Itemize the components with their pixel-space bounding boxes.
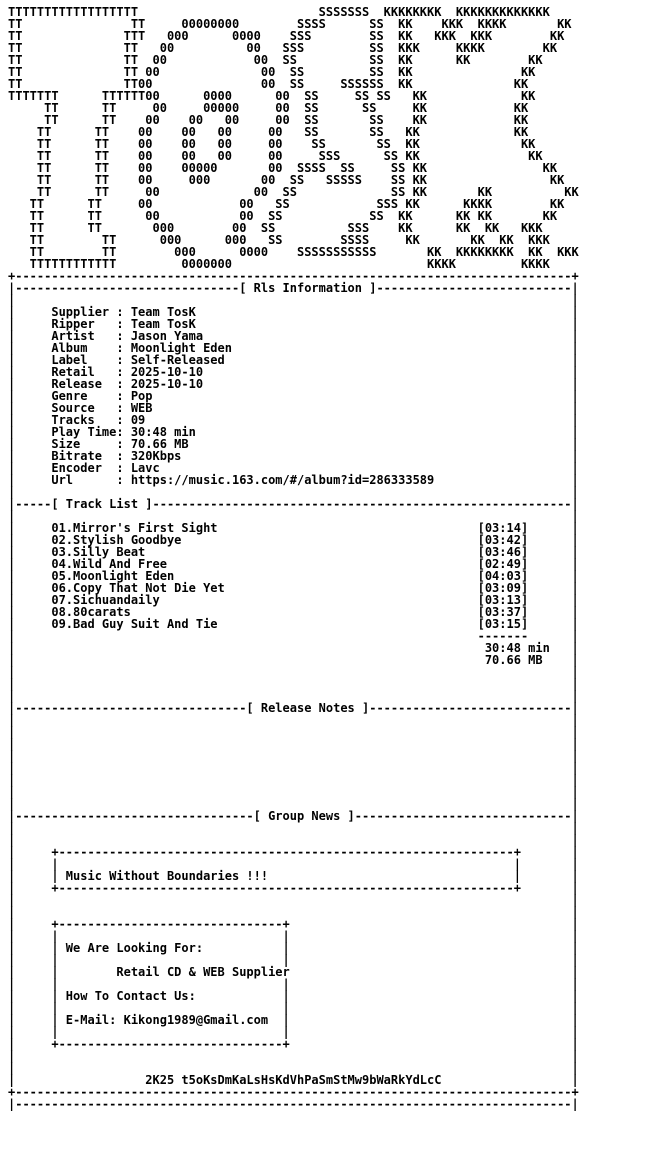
nfo-line: | 30:48 min | (8, 641, 579, 655)
nfo-line: | Supplier : Team TosK | (8, 305, 579, 319)
track-list-item: | 08.80carats [03:37] | (8, 605, 579, 619)
track-list-item: | 07.Sichuandaily [03:13] | (8, 593, 579, 607)
nfo-line: | +-------------------------------+ | (8, 917, 579, 931)
nfo-line: | 01.Mirror's First Sight [03:14] | (8, 521, 579, 535)
ascii-logo-line: TT TT 00 00 SS SS KK KK KK (8, 53, 543, 67)
group-signature-line: |-----------------------------------------------------------------------------| (8, 1097, 579, 1111)
ascii-logo-line: TTTTTTT TTTTTT00 0000 00 SS SS SS KK KK (8, 89, 536, 103)
track-list-item: | 02.Stylish Goodbye [03:42] | (8, 533, 579, 547)
ascii-logo-line: TT TT 00 00 SS SSS KK KKKK KK (8, 197, 565, 211)
rls-information-header: |-------------------------------[ Rls Information ]---------------------------| (8, 281, 579, 295)
nfo-line: | | Music Without Boundaries !!! | | (8, 869, 579, 883)
track-list-item: | ------- | (8, 629, 579, 643)
nfo-line: | Size : 70.66 MB | (8, 437, 579, 451)
nfo-line: | Tracks : 09 | (8, 413, 579, 427)
nfo-line: | | (8, 665, 579, 679)
nfo-line: | Ripper : Team TosK | (8, 317, 579, 331)
nfo-line: | | (8, 1049, 579, 1063)
ascii-logo-line: TT TT 00 00000 00 SS SS KK KK (8, 101, 529, 115)
nfo-line: | | | | (8, 857, 579, 871)
nfo-line: | | (8, 797, 579, 811)
nfo-line: | 2K25 t5oKsDmKaLsHsKdVhPaSmStMw9bWaRkYdLcC | (8, 1073, 579, 1087)
ascii-logo-line: TTTTTTTTTTTTTTTTTT SSSSSSS KKKKKKKK KKKKKKKKKKKKK (8, 5, 550, 19)
track-list-item: | 06.Copy That Not Die Yet [03:09] | (8, 581, 579, 595)
nfo-line: | | | | (8, 1001, 579, 1015)
nfo-line: | 70.66 MB | (8, 653, 579, 667)
nfo-line: | Genre : Pop | (8, 389, 579, 403)
ascii-logo-line: TT TT 00 00 00 00 SS SS KK KK (8, 137, 536, 151)
nfo-line: +-----------------------------------------------------------------------------+ (8, 269, 579, 283)
ascii-logo-line: TT TT 00 00 00 00 SS SS KK KK (8, 125, 529, 139)
ascii-logo-line: TT TT 00 00 00 00 SSS SS KK KK (8, 149, 543, 163)
ascii-logo-line: TT TT 000 000 SS SSSS KK KK KK KKK (8, 233, 550, 247)
nfo-line: | | How To Contact Us: | | (8, 989, 579, 1003)
nfo-line: |-----[ Track List ]----------------------------------------------------------| (8, 497, 579, 511)
nfo-line: | | (8, 677, 579, 691)
nfo-line: | Album : Moonlight Eden | (8, 341, 579, 355)
nfo-line: | Artist : Jason Yama | (8, 329, 579, 343)
nfo-line: |---------------------------------[ Group News ]------------------------------| (8, 809, 579, 823)
nfo-line: | | (8, 833, 579, 847)
nfo-line: | | (8, 1061, 579, 1075)
ascii-logo-line: TT TT00 00 SS SSSSSS KK KK (8, 77, 529, 91)
nfo-line: | | | | (8, 1025, 579, 1039)
release-notes-header: | | (8, 713, 579, 727)
nfo-line: | | | | (8, 929, 579, 943)
ascii-logo-line: TT TT 00 00 SSS SS KKK KKKK KK (8, 41, 558, 55)
ascii-logo-line: TT TT 000 00 SS SSS KK KK KK KKK (8, 221, 543, 235)
nfo-line: | Bitrate : 320Kbps | (8, 449, 579, 463)
track-list-header: | | (8, 509, 579, 523)
nfo-line: | Play Time: 30:48 min | (8, 425, 579, 439)
ascii-logo-line: TT TT 000 0000 SSSSSSSSSSS KK KKKKKKKK KK KKK (8, 245, 579, 259)
nfo-line: | Encoder : Lavc | (8, 461, 579, 475)
ascii-logo-line: TT TT 00 00 00 00 SS SS KK KK (8, 113, 529, 127)
track-list-item: | 04.Wild And Free [02:49] | (8, 557, 579, 571)
nfo-line: | Label : Self-Released | (8, 353, 579, 367)
nfo-line: | | (8, 905, 579, 919)
ascii-logo-line: TTTTTTTTTTTT 0000000 KKKK KKKK (8, 257, 550, 271)
nfo-line: | Source : WEB | (8, 401, 579, 415)
track-list-item: | 09.Bad Guy Suit And Tie [03:15] | (8, 617, 579, 631)
ascii-logo-line: TT TT 00 00 SS SS KK KK KK (8, 185, 579, 199)
nfo-line: | | (8, 785, 579, 799)
group-news-header: | | (8, 821, 579, 835)
nfo-line: | Retail : 2025-10-10 | (8, 365, 579, 379)
nfo-line: | | Retail CD & WEB Supplier | (8, 965, 579, 979)
ascii-logo-line: TT TT 00 00 SS SS KK KK (8, 65, 536, 79)
track-list-item: | 03.Silly Beat [03:46] | (8, 545, 579, 559)
nfo-line: | | (8, 773, 579, 787)
nfo-line: | | (8, 737, 579, 751)
nfo-line: | Url : https://music.163.com/#/album?id=286333589 | (8, 473, 579, 487)
nfo-line: | | (8, 725, 579, 739)
ascii-logo-line: TT TT 00000000 SSSS SS KK KKK KKKK KK (8, 17, 572, 31)
nfo-line: | | | | (8, 977, 579, 991)
track-list-item: | 05.Moonlight Eden [04:03] | (8, 569, 579, 583)
album-url-line: | | (8, 485, 579, 499)
nfo-line: | | (8, 293, 579, 307)
nfo-line: +-----------------------------------------------------------------------------+ (8, 1085, 579, 1099)
nfo-line: | +---------------------------------------------------------------+ | (8, 845, 579, 859)
nfo-line: | Release : 2025-10-10 | (8, 377, 579, 391)
ascii-logo-line: TT TT 00 00000 00 SSSS SS SS KK KK (8, 161, 558, 175)
nfo-line: | | (8, 749, 579, 763)
group-motto-line: | +---------------------------------------------------------------+ | (8, 881, 579, 895)
nfo-line: | | (8, 689, 579, 703)
nfo-line: | | (8, 893, 579, 907)
nfo-line: | | We Are Looking For: | | (8, 941, 579, 955)
nfo-line: | | | | (8, 953, 579, 967)
ascii-logo-line: TT TT 00 000 00 SS SSSSS SS KK KK (8, 173, 565, 187)
nfo-line: | | E-Mail: Kikong1989@Gmail.com | | (8, 1013, 579, 1027)
nfo-line: |--------------------------------[ Release Notes ]----------------------------| (8, 701, 579, 715)
ascii-logo-line: TT TT 00 00 SS SS KK KK KK KK (8, 209, 558, 223)
nfo-line: | | (8, 761, 579, 775)
ascii-logo-line: TT TTT 000 0000 SSS SS KK KKK KKK KK (8, 29, 565, 43)
nfo-line: | +-------------------------------+ | (8, 1037, 579, 1051)
